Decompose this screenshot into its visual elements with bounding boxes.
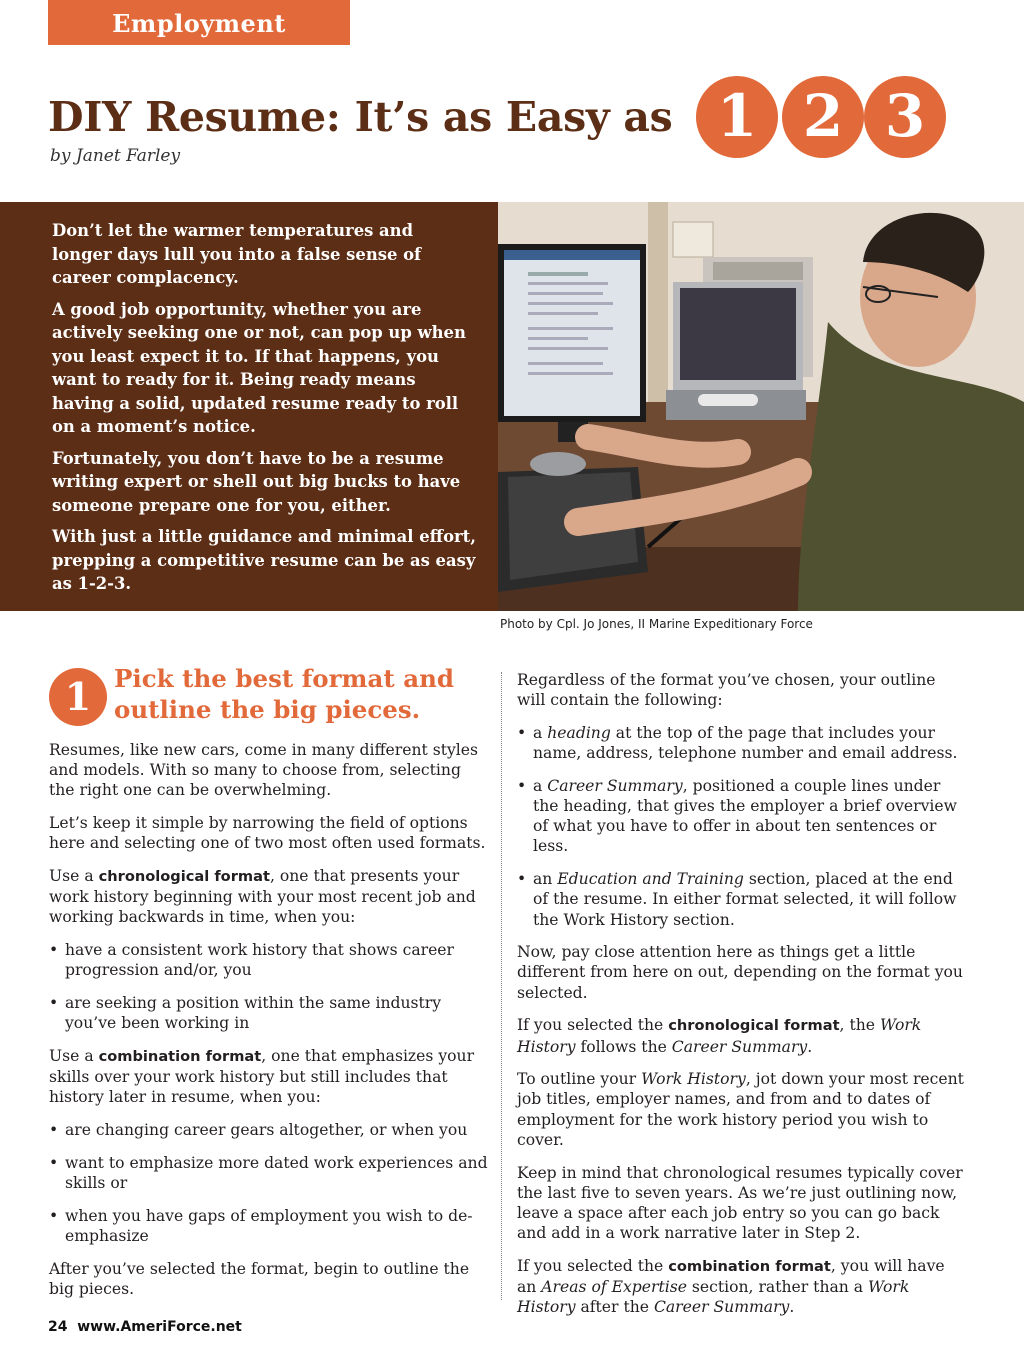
intro-paragraph: Fortunately, you don’t have to be a resume writing expert or shell out big bucks to have someone prepare one for you, either. xyxy=(52,448,461,515)
list-item: • an Education and Training section, placed at the end of the resume. In either format selected, it will follow the Work History section. xyxy=(517,870,957,929)
body-paragraph: If you selected the combination format, you will have an Areas of Expertise section, rather than a Work History after the Career Summary. xyxy=(517,1256,945,1317)
right-column xyxy=(517,670,964,1330)
intro-paragraph: Don’t let the warmer temperatures and longer days lull you into a false sense of career complacency. xyxy=(52,221,422,287)
bold-term: chronological format xyxy=(668,1017,840,1035)
bold-term: combination format xyxy=(668,1257,831,1275)
step-number-badge: 1 xyxy=(49,668,107,726)
number-circle-1: 1 xyxy=(696,76,778,158)
list-item: • want to emphasize more dated work experiences and skills or xyxy=(49,1153,488,1192)
body-paragraph: Use a combination format, one that emphasizes your skills over your work history but still includes that history later in resume, when you: xyxy=(49,1046,475,1107)
body-paragraph: Keep in mind that chronological resumes typically cover the last five to seven years. As we’re just outlining now, leave a space after each job entry so you can go back and add in a work narrative later in Step 2. xyxy=(517,1163,963,1243)
list-item: • when you have gaps of employment you wish to de-emphasize xyxy=(49,1206,473,1245)
body-paragraph: Now, pay close attention here as things get a little different from here on out, depending on the format you selected. xyxy=(517,943,963,1002)
list-item: • a heading at the top of the page that includes your name, address, telephone number and email address. xyxy=(517,723,958,763)
bullet-list xyxy=(49,1120,491,1246)
bullet-list xyxy=(49,940,491,1033)
footer-url[interactable]: www.AmeriForce.net xyxy=(77,1319,242,1335)
bullet-list xyxy=(517,723,964,930)
page-footer xyxy=(48,1319,242,1335)
photo-caption: Photo by Cpl. Jo Jones, II Marine Expeditionary Force xyxy=(500,617,813,631)
list-item: • are seeking a position within the same industry you’ve been working in xyxy=(49,994,442,1033)
step-title-line: outline the big pieces. xyxy=(114,695,421,724)
marine-at-computer-illustration xyxy=(498,202,1024,611)
list-item: • are changing career gears altogether, or when you xyxy=(49,1121,468,1140)
bold-term: combination format xyxy=(98,1047,262,1065)
intro-box xyxy=(0,202,498,611)
list-item: • a Career Summary, positioned a couple lines under the heading, that gives the employer a brief overview of what you have to offer in about ten sentences or less. xyxy=(517,776,957,856)
section-tag: Employment xyxy=(48,0,350,45)
body-paragraph: If you selected the chronological format, the Work History follows the Career Summary. xyxy=(517,1016,922,1056)
body-paragraph: Resumes, like new cars, come in many different styles and models. With so many to choose from, selecting the right one can be overwhelming. xyxy=(49,741,479,800)
number-circle-3: 3 xyxy=(864,76,946,158)
number-circle-2: 2 xyxy=(782,76,864,158)
column-divider xyxy=(501,672,502,1300)
article-title: DIY Resume: It’s as Easy as xyxy=(48,93,673,141)
left-column xyxy=(49,664,491,1311)
bold-term: chronological format xyxy=(98,868,270,886)
page-number: 24 xyxy=(48,1319,68,1335)
intro-paragraph: With just a little guidance and minimal effort, prepping a competitive resume can be as easy as 1-2-3. xyxy=(52,527,476,593)
article-photo xyxy=(498,202,1024,611)
list-item: • have a consistent work history that shows career progression and/or, you xyxy=(49,941,454,980)
byline: by Janet Farley xyxy=(50,146,181,166)
step-1-heading xyxy=(49,664,491,738)
step-title xyxy=(114,663,514,725)
intro-paragraph: A good job opportunity, whether you are actively seeking one or not, can pop up when you least expect it to. If that happens, you want to ready for it. Being ready means having a solid, updated resume ready to roll on a moment’s notice. xyxy=(52,299,466,436)
body-paragraph: Regardless of the format you’ve chosen, your outline will contain the following: xyxy=(517,671,936,710)
body-paragraph: After you’ve selected the format, begin to outline the big pieces. xyxy=(49,1259,470,1298)
body-paragraph: Let’s keep it simple by narrowing the field of options here and selecting one of two most often used formats. xyxy=(49,814,486,853)
step-title-line: Pick the best format and xyxy=(114,664,455,693)
body-paragraph: To outline your Work History, jot down your most recent job titles, employer names, and from and to dates of employment for the work history period you wish to cover. xyxy=(517,1070,964,1149)
body-paragraph: Use a chronological format, one that presents your work history beginning with your most recent job and working backwards in time, when you: xyxy=(49,867,476,927)
